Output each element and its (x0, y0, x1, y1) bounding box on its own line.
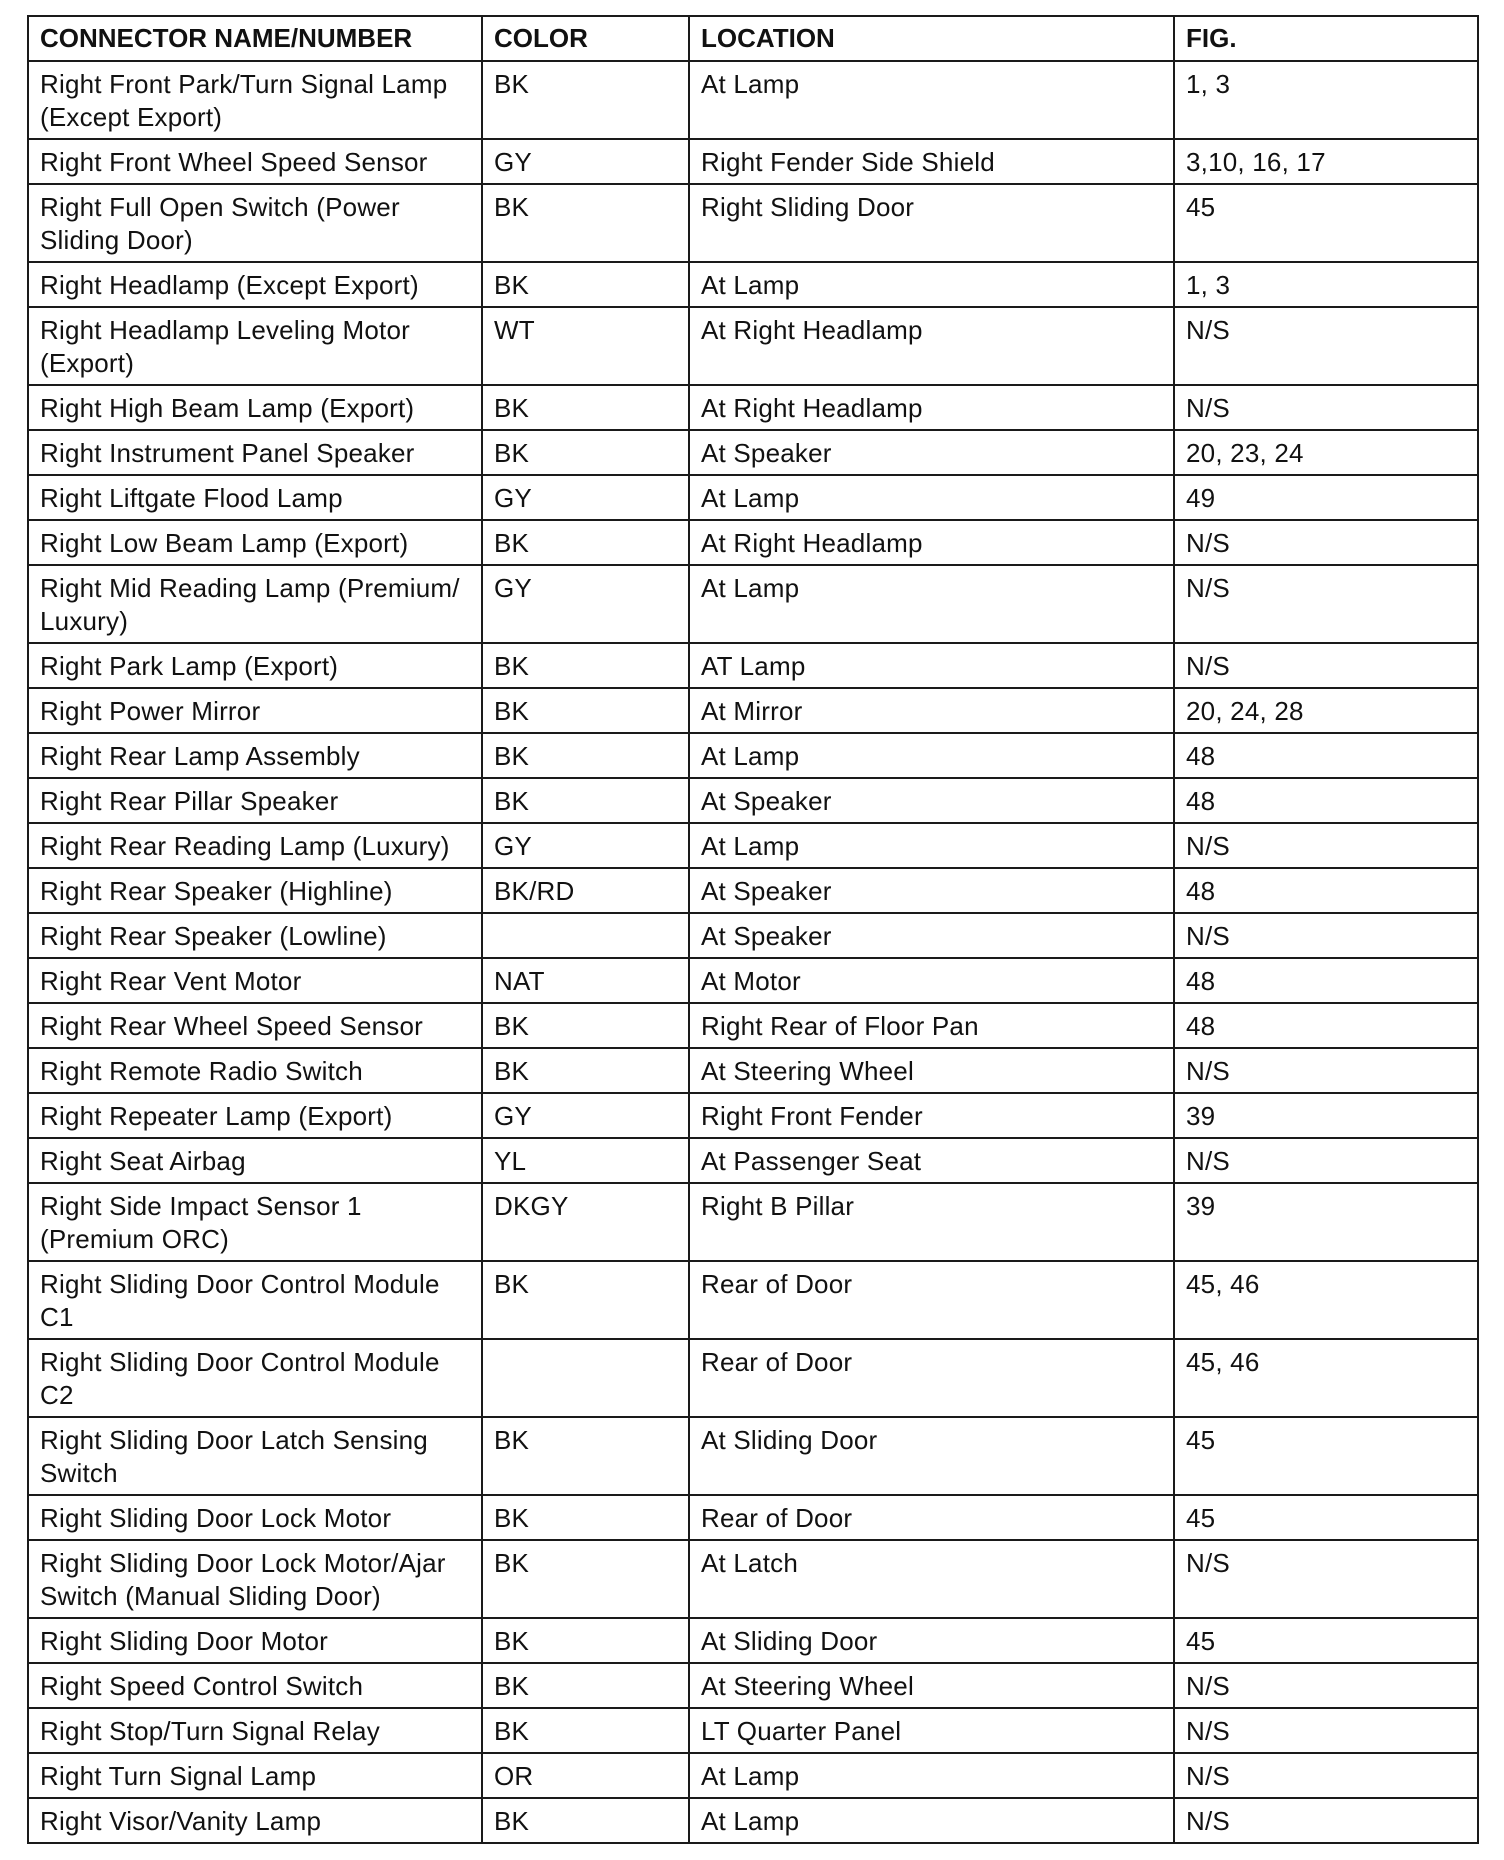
connector-name-cell: Right Sliding Door Latch Sensing Switch (28, 1417, 482, 1495)
connector-name-cell: Right Side Impact Sensor 1 (Premium ORC) (28, 1183, 482, 1261)
connector-name-cell: Right Sliding Door Control Module C1 (28, 1261, 482, 1339)
table-row (28, 1339, 1478, 1417)
location-cell: At Lamp (689, 475, 1174, 520)
fig-cell: 45, 46 (1174, 1339, 1478, 1417)
table-row (28, 1798, 1478, 1843)
color-cell: BK (482, 688, 689, 733)
color-cell: BK (482, 1708, 689, 1753)
connector-name-cell: Right Rear Wheel Speed Sensor (28, 1003, 482, 1048)
connector-name-cell: Right Rear Reading Lamp (Luxury) (28, 823, 482, 868)
location-cell: At Latch (689, 1540, 1174, 1618)
color-cell: BK (482, 1495, 689, 1540)
color-cell: BK (482, 520, 689, 565)
color-cell: BK (482, 385, 689, 430)
table-row (28, 823, 1478, 868)
location-cell: At Lamp (689, 61, 1174, 139)
fig-cell: N/S (1174, 385, 1478, 430)
table-row (28, 61, 1478, 139)
fig-cell: 39 (1174, 1093, 1478, 1138)
fig-cell: 45 (1174, 1495, 1478, 1540)
location-cell: At Right Headlamp (689, 307, 1174, 385)
table-row (28, 1417, 1478, 1495)
location-cell: At Mirror (689, 688, 1174, 733)
connector-table (27, 15, 1479, 1844)
table-row (28, 262, 1478, 307)
connector-name-cell: Right Headlamp Leveling Motor (Export) (28, 307, 482, 385)
fig-cell: N/S (1174, 643, 1478, 688)
table-body (28, 61, 1478, 1843)
connector-name-cell: Right Front Wheel Speed Sensor (28, 139, 482, 184)
color-cell: OR (482, 1753, 689, 1798)
fig-cell: 48 (1174, 958, 1478, 1003)
color-cell: BK/RD (482, 868, 689, 913)
fig-cell: 1, 3 (1174, 262, 1478, 307)
fig-cell: N/S (1174, 307, 1478, 385)
table-row (28, 1003, 1478, 1048)
location-cell: LT Quarter Panel (689, 1708, 1174, 1753)
location-cell: At Speaker (689, 778, 1174, 823)
location-cell: At Speaker (689, 868, 1174, 913)
table-row (28, 1618, 1478, 1663)
header-row (28, 16, 1478, 61)
color-cell: GY (482, 1093, 689, 1138)
fig-cell: N/S (1174, 1798, 1478, 1843)
color-cell: GY (482, 475, 689, 520)
location-cell: Rear of Door (689, 1339, 1174, 1417)
table-row (28, 307, 1478, 385)
location-cell: At Steering Wheel (689, 1663, 1174, 1708)
table-row (28, 1540, 1478, 1618)
fig-cell: 45 (1174, 184, 1478, 262)
connector-name-cell: Right Rear Speaker (Highline) (28, 868, 482, 913)
location-cell: At Passenger Seat (689, 1138, 1174, 1183)
fig-cell: 20, 23, 24 (1174, 430, 1478, 475)
color-cell: BK (482, 1618, 689, 1663)
color-cell: BK (482, 1798, 689, 1843)
location-cell: At Speaker (689, 430, 1174, 475)
connector-name-cell: Right Turn Signal Lamp (28, 1753, 482, 1798)
color-cell: BK (482, 778, 689, 823)
table-row (28, 688, 1478, 733)
table-row (28, 733, 1478, 778)
location-cell: At Sliding Door (689, 1618, 1174, 1663)
fig-cell: 48 (1174, 778, 1478, 823)
connector-name-cell: Right Mid Reading Lamp (Premium/ Luxury) (28, 565, 482, 643)
table-row (28, 1093, 1478, 1138)
color-cell: BK (482, 643, 689, 688)
location-cell: At Motor (689, 958, 1174, 1003)
table-row (28, 958, 1478, 1003)
location-cell: At Speaker (689, 913, 1174, 958)
fig-cell: N/S (1174, 1048, 1478, 1093)
fig-cell: 45 (1174, 1618, 1478, 1663)
color-cell: WT (482, 307, 689, 385)
fig-cell: 39 (1174, 1183, 1478, 1261)
connector-name-cell: Right Power Mirror (28, 688, 482, 733)
table-row (28, 430, 1478, 475)
connector-name-cell: Right Low Beam Lamp (Export) (28, 520, 482, 565)
fig-cell: 1, 3 (1174, 61, 1478, 139)
location-cell: Rear of Door (689, 1495, 1174, 1540)
connector-name-cell: Right Repeater Lamp (Export) (28, 1093, 482, 1138)
table-row (28, 139, 1478, 184)
fig-cell: 48 (1174, 1003, 1478, 1048)
table-row (28, 868, 1478, 913)
location-cell: At Lamp (689, 1798, 1174, 1843)
connector-name-cell: Right Sliding Door Motor (28, 1618, 482, 1663)
connector-name-cell: Right Rear Speaker (Lowline) (28, 913, 482, 958)
color-cell: YL (482, 1138, 689, 1183)
color-cell: BK (482, 733, 689, 778)
color-cell: BK (482, 1417, 689, 1495)
table-row (28, 1753, 1478, 1798)
fig-cell: 49 (1174, 475, 1478, 520)
color-cell: NAT (482, 958, 689, 1003)
header-connector-name: CONNECTOR NAME/NUMBER (28, 16, 482, 61)
fig-cell: N/S (1174, 913, 1478, 958)
fig-cell: N/S (1174, 1708, 1478, 1753)
location-cell: Right Sliding Door (689, 184, 1174, 262)
connector-name-cell: Right Park Lamp (Export) (28, 643, 482, 688)
connector-name-cell: Right Sliding Door Lock Motor/Ajar Switch (Manual Sliding Door) (28, 1540, 482, 1618)
table-row (28, 1048, 1478, 1093)
connector-name-cell: Right Visor/Vanity Lamp (28, 1798, 482, 1843)
location-cell: At Right Headlamp (689, 520, 1174, 565)
color-cell: BK (482, 61, 689, 139)
color-cell: GY (482, 565, 689, 643)
table-row (28, 520, 1478, 565)
header-location: LOCATION (689, 16, 1174, 61)
color-cell: DKGY (482, 1183, 689, 1261)
connector-name-cell: Right Instrument Panel Speaker (28, 430, 482, 475)
connector-name-cell: Right High Beam Lamp (Export) (28, 385, 482, 430)
connector-name-cell: Right Remote Radio Switch (28, 1048, 482, 1093)
fig-cell: N/S (1174, 1540, 1478, 1618)
color-cell: BK (482, 1540, 689, 1618)
table-row (28, 1183, 1478, 1261)
connector-name-cell: Right Rear Vent Motor (28, 958, 482, 1003)
location-cell: Rear of Door (689, 1261, 1174, 1339)
fig-cell: N/S (1174, 565, 1478, 643)
connector-name-cell: Right Front Park/Turn Signal Lamp (Except Export) (28, 61, 482, 139)
location-cell: Right Fender Side Shield (689, 139, 1174, 184)
location-cell: Right B Pillar (689, 1183, 1174, 1261)
color-cell (482, 913, 689, 958)
table-row (28, 475, 1478, 520)
fig-cell: 48 (1174, 733, 1478, 778)
fig-cell: N/S (1174, 1138, 1478, 1183)
location-cell: Right Rear of Floor Pan (689, 1003, 1174, 1048)
location-cell: At Right Headlamp (689, 385, 1174, 430)
color-cell: BK (482, 1048, 689, 1093)
connector-name-cell: Right Speed Control Switch (28, 1663, 482, 1708)
table-row (28, 1261, 1478, 1339)
fig-cell: 3,10, 16, 17 (1174, 139, 1478, 184)
fig-cell: N/S (1174, 1663, 1478, 1708)
fig-cell: 48 (1174, 868, 1478, 913)
location-cell: Right Front Fender (689, 1093, 1174, 1138)
fig-cell: N/S (1174, 823, 1478, 868)
connector-name-cell: Right Liftgate Flood Lamp (28, 475, 482, 520)
location-cell: At Lamp (689, 1753, 1174, 1798)
color-cell: BK (482, 1261, 689, 1339)
color-cell: BK (482, 262, 689, 307)
color-cell: GY (482, 139, 689, 184)
table-row (28, 1708, 1478, 1753)
location-cell: AT Lamp (689, 643, 1174, 688)
connector-name-cell: Right Seat Airbag (28, 1138, 482, 1183)
table-row (28, 913, 1478, 958)
connector-name-cell: Right Rear Pillar Speaker (28, 778, 482, 823)
connector-name-cell: Right Headlamp (Except Export) (28, 262, 482, 307)
color-cell: BK (482, 1663, 689, 1708)
location-cell: At Lamp (689, 565, 1174, 643)
connector-name-cell: Right Sliding Door Control Module C2 (28, 1339, 482, 1417)
table-row (28, 1495, 1478, 1540)
location-cell: At Steering Wheel (689, 1048, 1174, 1093)
table-row (28, 385, 1478, 430)
location-cell: At Lamp (689, 733, 1174, 778)
color-cell: GY (482, 823, 689, 868)
connector-name-cell: Right Stop/Turn Signal Relay (28, 1708, 482, 1753)
location-cell: At Sliding Door (689, 1417, 1174, 1495)
fig-cell: 20, 24, 28 (1174, 688, 1478, 733)
table-row (28, 1663, 1478, 1708)
connector-name-cell: Right Full Open Switch (Power Sliding Door) (28, 184, 482, 262)
connector-name-cell: Right Sliding Door Lock Motor (28, 1495, 482, 1540)
fig-cell: N/S (1174, 1753, 1478, 1798)
location-cell: At Lamp (689, 823, 1174, 868)
color-cell (482, 1339, 689, 1417)
table-row (28, 1138, 1478, 1183)
header-color: COLOR (482, 16, 689, 61)
table-row (28, 184, 1478, 262)
table-row (28, 565, 1478, 643)
location-cell: At Lamp (689, 262, 1174, 307)
color-cell: BK (482, 430, 689, 475)
header-fig: FIG. (1174, 16, 1478, 61)
color-cell: BK (482, 1003, 689, 1048)
connector-name-cell: Right Rear Lamp Assembly (28, 733, 482, 778)
fig-cell: 45 (1174, 1417, 1478, 1495)
table-row (28, 778, 1478, 823)
color-cell: BK (482, 184, 689, 262)
table-row (28, 643, 1478, 688)
fig-cell: 45, 46 (1174, 1261, 1478, 1339)
fig-cell: N/S (1174, 520, 1478, 565)
